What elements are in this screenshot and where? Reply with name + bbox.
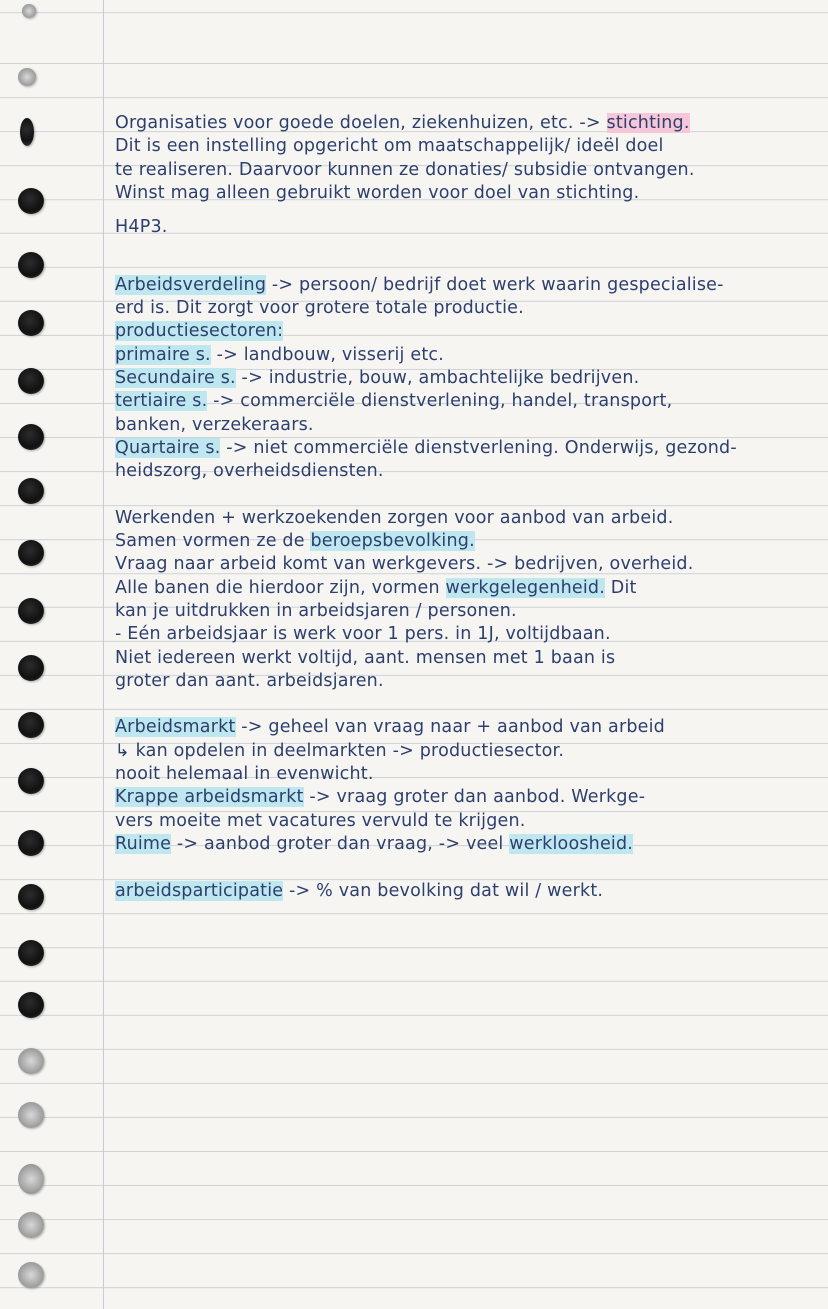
note-line: te realiseren. Daarvoor kunnen ze donaties/ subsidie ontvangen. xyxy=(115,159,695,180)
note-text: -> geheel van vraag naar + aanbod van arbeid xyxy=(235,717,665,738)
binder-hole xyxy=(18,368,44,394)
note-line: Niet iedereen werkt voltijd, aant. mensen met 1 baan is xyxy=(115,647,616,668)
binder-hole xyxy=(18,940,44,966)
note-line xyxy=(115,530,815,553)
binder-hole xyxy=(18,478,44,504)
note-line: kan je uitdrukken in arbeidsjaren / personen. xyxy=(115,600,517,621)
note-line xyxy=(115,390,815,413)
note-line: ↳ kan opdelen in deelmarkten -> productiesector. xyxy=(115,740,565,761)
note-text: Organisaties voor goede doelen, ziekenhuizen, etc. -> xyxy=(115,113,607,133)
note-text: -> % van bevolking dat wil / werkt. xyxy=(283,880,604,901)
binder-hole xyxy=(20,118,34,146)
note-line xyxy=(115,786,815,809)
note-line: erd is. Dit zorgt voor grotere totale productie. xyxy=(115,298,524,319)
note-text: -> vraag groter dan aanbod. Werkge- xyxy=(303,787,646,808)
note-line: groter dan aant. arbeidsjaren. xyxy=(115,670,384,691)
note-line xyxy=(115,344,815,367)
binder-hole xyxy=(18,830,44,856)
highlighted-term: Krappe arbeidsmarkt xyxy=(115,787,304,808)
handwritten-notes xyxy=(115,112,815,903)
note-text: -> landbouw, visserij etc. xyxy=(210,344,444,365)
highlighted-term: stichting. xyxy=(606,113,690,133)
highlighted-term: Ruime xyxy=(115,833,172,854)
note-line xyxy=(115,367,815,390)
binder-hole xyxy=(18,712,44,738)
note-text: -> industrie, bouw, ambachtelijke bedrijven. xyxy=(235,367,640,388)
note-line xyxy=(115,716,815,739)
note-line: heidszorg, overheidsdiensten. xyxy=(115,461,384,482)
note-text: -> commerciële dienstverlening, handel, transport, xyxy=(207,391,673,412)
highlighted-term: werkloosheid. xyxy=(509,833,634,854)
note-line xyxy=(115,320,815,343)
note-line xyxy=(115,833,815,856)
binder-hole xyxy=(18,768,44,794)
highlighted-term: werkgelegenheid. xyxy=(445,577,605,598)
binder-hole xyxy=(18,655,44,681)
note-text: -> persoon/ bedrijf doet werk waarin gespecialise- xyxy=(266,274,724,295)
highlighted-term: Arbeidsverdeling xyxy=(115,274,267,295)
note-line: vers moeite met vacatures vervuld te krijgen. xyxy=(115,810,526,831)
binder-hole xyxy=(18,68,36,86)
highlighted-term: productiesectoren: xyxy=(115,321,284,342)
note-text: Alle banen die hierdoor zijn, vormen xyxy=(115,577,446,598)
binder-hole xyxy=(18,1102,44,1128)
note-line: nooit helemaal in evenwicht. xyxy=(115,764,374,785)
binder-hole xyxy=(18,252,44,278)
note-line: Vraag naar arbeid komt van werkgevers. -> bedrijven, overheid. xyxy=(115,554,694,575)
note-line: - Eén arbeidsjaar is werk voor 1 pers. in 1J, voltijdbaan. xyxy=(115,624,611,645)
note-line: Winst mag alleen gebruikt worden voor doel van stichting. xyxy=(115,182,640,203)
note-text: -> niet commerciële dienstverlening. Onderwijs, gezond- xyxy=(220,437,737,458)
highlighted-term: Quartaire s. xyxy=(115,437,221,458)
binder-hole xyxy=(22,4,36,18)
highlighted-term: arbeidsparticipatie xyxy=(115,880,284,901)
note-text: Dit xyxy=(605,577,637,598)
note-text: -> aanbod groter dan vraag, -> veel xyxy=(171,833,510,854)
binder-hole xyxy=(18,188,44,214)
binder-hole xyxy=(18,884,44,910)
highlighted-term: Secundaire s. xyxy=(115,367,236,388)
binder-hole xyxy=(18,310,44,336)
note-line: banken, verzekeraars. xyxy=(115,414,314,435)
chapter-heading: H4P3. xyxy=(115,217,168,238)
binder-hole xyxy=(18,1212,44,1238)
binder-hole xyxy=(18,540,44,566)
highlighted-term: primaire s. xyxy=(115,344,211,365)
note-line xyxy=(115,274,815,297)
note-text: Samen vormen ze de xyxy=(115,531,311,552)
binder-hole xyxy=(18,598,44,624)
binder-hole xyxy=(18,424,44,450)
margin-line xyxy=(103,0,104,1309)
highlighted-term: tertiaire s. xyxy=(115,391,208,412)
binder-hole xyxy=(18,1048,44,1074)
binder-hole xyxy=(18,1262,44,1288)
note-line xyxy=(115,577,815,600)
note-line xyxy=(115,112,815,135)
note-line: Werkenden + werkzoekenden zorgen voor aanbod van arbeid. xyxy=(115,507,674,528)
note-line xyxy=(115,880,815,903)
binder-hole xyxy=(18,992,44,1018)
binder-hole xyxy=(18,1164,44,1194)
note-line: Dit is een instelling opgericht om maatschappelijk/ ideël doel xyxy=(115,136,664,157)
highlighted-term: Arbeidsmarkt xyxy=(115,717,236,738)
note-line xyxy=(115,437,815,460)
highlighted-term: beroepsbevolking. xyxy=(310,531,475,552)
